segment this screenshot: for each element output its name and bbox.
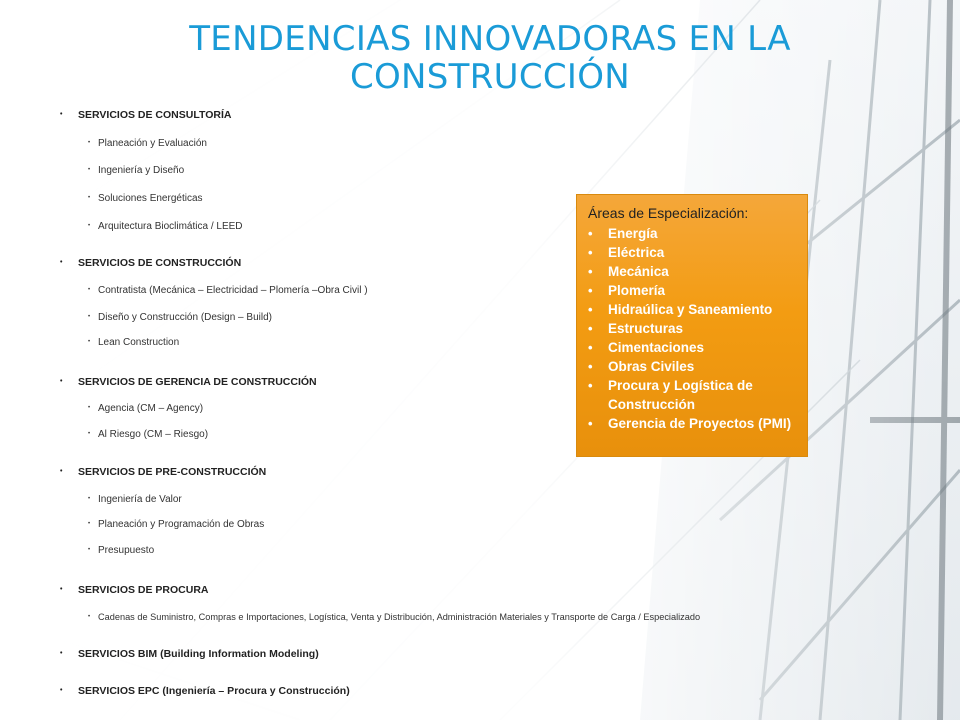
list-item: • Al Riesgo (CM – Riesgo) <box>88 429 209 440</box>
list-item: • Planeación y Programación de Obras <box>88 519 265 530</box>
list-item: • SERVICIOS BIM (Building Information Modeling) <box>60 648 319 660</box>
list-item: • Presupuesto <box>88 545 155 556</box>
area-item: • Mecánica <box>588 264 669 279</box>
list-item: • Ingeniería de Valor <box>88 494 182 505</box>
specialization-areas-list <box>588 224 795 433</box>
list-item: • Contratista (Mecánica – Electricidad – Plomería –Obra Civil ) <box>88 285 368 296</box>
list-item: • Planeación y Evaluación <box>88 138 207 149</box>
area-item: • Energía <box>588 226 658 241</box>
list-item: • SERVICIOS DE PRE-CONSTRUCCIÓN <box>60 466 267 478</box>
area-item: • Plomería <box>588 283 666 298</box>
list-item: • Arquitectura Bioclimática / LEED <box>88 221 243 232</box>
slide-title: TENDENCIAS INNOVADORAS EN LA CONSTRUCCIÓN <box>189 19 791 97</box>
area-item: • Obras Civiles <box>588 359 695 374</box>
area-item: • Cimentaciones <box>588 340 705 355</box>
list-item: • Ingeniería y Diseño <box>88 165 185 176</box>
list-item: • Diseño y Construcción (Design – Build) <box>88 312 272 323</box>
list-item: • Soluciones Energéticas <box>88 193 203 204</box>
list-item: • Agencia (CM – Agency) <box>88 403 204 414</box>
specialization-areas-box <box>576 194 808 457</box>
specialization-areas-heading: Áreas de Especialización: <box>588 205 749 221</box>
area-item: • Gerencia de Proyectos (PMI) <box>588 416 792 431</box>
area-item: • Estructuras <box>588 321 684 336</box>
list-item: • SERVICIOS DE CONSULTORÍA <box>60 109 232 121</box>
list-item: • SERVICIOS DE GERENCIA DE CONSTRUCCIÓN <box>60 376 317 388</box>
area-item: • Eléctrica <box>588 245 665 260</box>
list-item: • SERVICIOS DE PROCURA <box>60 584 209 596</box>
list-item: • SERVICIOS EPC (Ingeniería – Procura y Construcción) <box>60 685 350 697</box>
list-item: • SERVICIOS DE CONSTRUCCIÓN <box>60 257 242 269</box>
area-item: • Procura y Logística de Construcción <box>588 378 753 412</box>
list-item: • Cadenas de Suministro, Compras e Importaciones, Logística, Venta y Distribución, Administración Materiales y Transporte de Carga / Especializado <box>88 612 701 622</box>
list-item: • Lean Construction <box>88 337 180 348</box>
area-item: • Hidraúlica y Saneamiento <box>588 302 773 317</box>
